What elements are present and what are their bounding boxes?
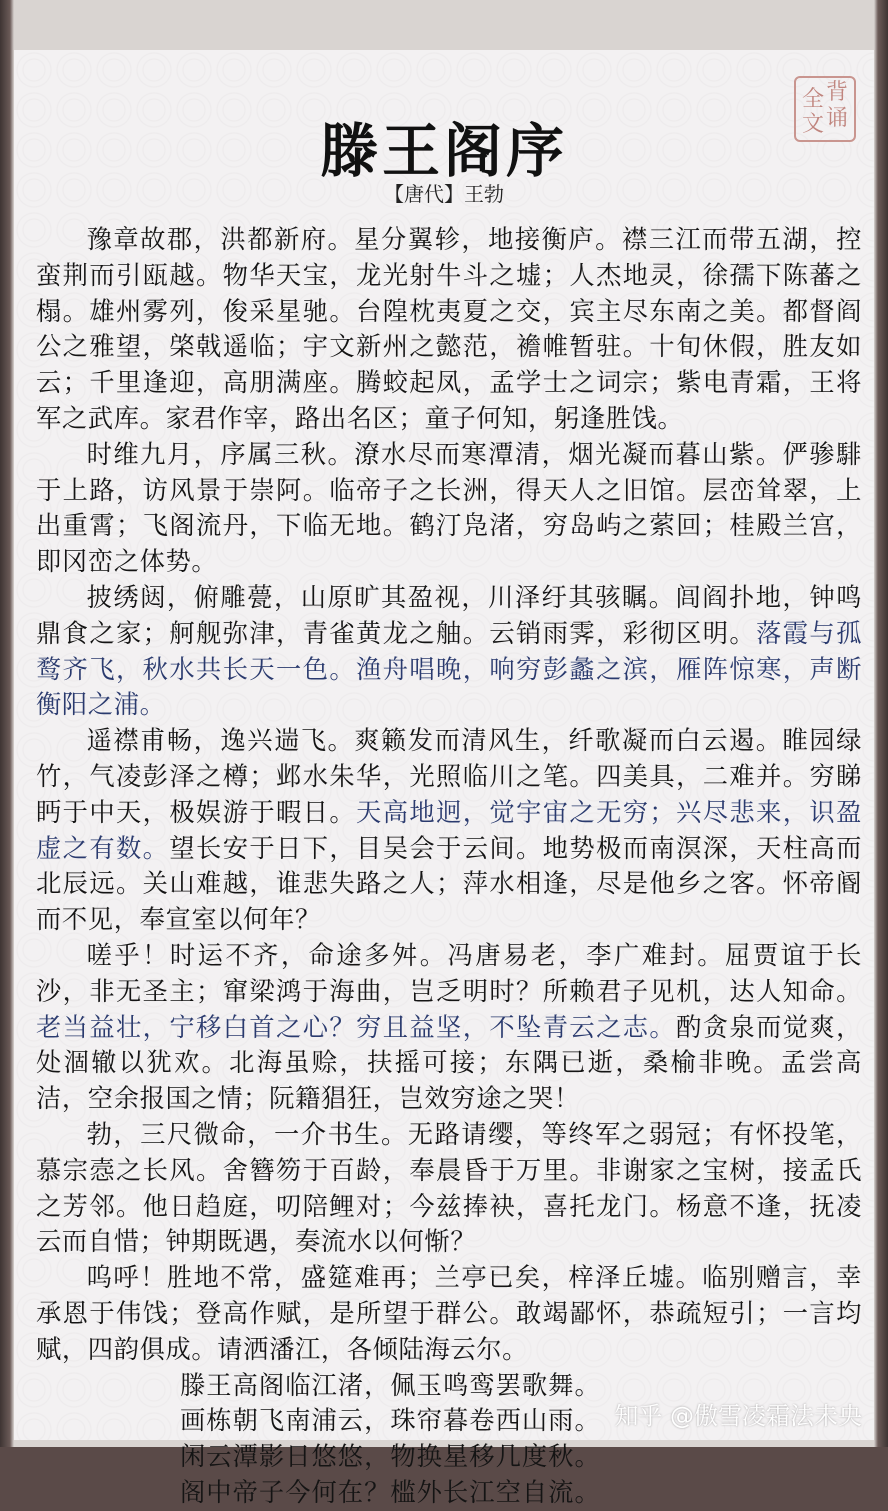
paragraph — [36, 1117, 862, 1260]
paragraph — [36, 580, 862, 723]
paragraph — [36, 437, 862, 580]
paragraph-text: 呜呼！胜地不常，盛筵难再；兰亭已矣，梓泽丘墟。临别赠言，幸承恩于伟饯；登高作赋，是所望于群公。敢竭鄙怀，恭疏短引；一言均赋，四韵俱成。请洒潘江，各倾陆海云尔。 — [36, 1263, 862, 1364]
paragraph — [36, 222, 862, 437]
highlighted-text: 天高地迥，觉宇宙之无穷；兴尽悲来，识盈虚之有数。 — [36, 797, 863, 863]
paragraph-text: 勃，三尺微命，一介书生。无路请缨，等终军之弱冠；有怀投笔，慕宗悫之长风。舍簪笏于百龄，奉晨昏于万里。非谢家之宝树，接孟氏之芳邻。他日趋庭，叨陪鲤对；今兹捧袂，喜托龙门。杨意不逢，抚凌云而自惜；钟期既遇，奏流水以何惭？ — [36, 1119, 862, 1257]
paragraph-text: 望长安于日下，目吴会于云间。地势极而南溟深，天柱高而北辰远。关山难越，谁悲失路之人；萍水相逢，尽是他乡之客。怀帝阍而不见，奉宣室以何年？ — [36, 833, 862, 935]
document-body — [36, 222, 862, 1511]
seal-char: 诵 — [826, 106, 849, 131]
paragraph-text: 嗟乎！时运不齐，命途多舛。冯唐易老，李广难封。屈贾谊于长沙，非无圣主；窜梁鸿于海曲，岂乏明时？所赖君子见机，达人知命。 — [36, 940, 862, 1006]
paragraph-text: 酌贪泉而觉爽，处涸辙以犹欢。北海虽赊，扶摇可接；东隅已逝，桑榆非晚。孟尝高洁，空余报国之情；阮籍猖狂，岂效穷途之哭！ — [36, 1012, 862, 1114]
author-line: 【唐代】王勃 — [384, 182, 504, 206]
highlighted-text: 落霞与孤鹜齐飞，秋水共长天一色。渔舟唱晚，响穷彭蠡之滨，雁阵惊寒，声断衡阳之浦。 — [36, 618, 863, 720]
poem-line: 闲云潭影日悠悠，物换星移几度秋。 — [180, 1442, 601, 1472]
poem-line: 阁中帝子今何在？槛外长江空自流。 — [180, 1477, 601, 1507]
poem-line: 画栋朝飞南浦云，珠帘暮卷西山雨。 — [180, 1406, 601, 1436]
paragraph-text: 遥襟甫畅，逸兴遄飞。爽籁发而清风生，纤歌凝而白云遏。睢园绿竹，气凌彭泽之樽；邺水朱华，光照临川之笔。四美具，二难并。穷睇眄于中天，极娱游于暇日。 — [36, 726, 862, 827]
paragraph — [36, 1260, 862, 1367]
seal-char: 全 — [802, 87, 825, 112]
poem — [36, 1368, 862, 1511]
paragraph-text: 豫章故郡，洪都新府。星分翼轸，地接衡庐。襟三江而带五湖，控蛮荆而引瓯越。物华天宝，龙光射牛斗之墟；人杰地灵，徐孺下陈蕃之榻。雄州雾列，俊采星驰。台隍枕夷夏之交，宾主尽东南之美。都督阎公之雅望，棨戟遥临；宇文新州之懿范，襜帷暂驻。十旬休假，胜友如云；千里逢迎，高朋满座。腾蛟起凤，孟学士之词宗；紫电青霜，王将军之武库。家君作宰，路出名区；童子何知，躬逢胜饯。 — [36, 225, 862, 433]
paragraph-text: 时维九月，序属三秋。潦水尽而寒潭清，烟光凝而暮山紫。俨骖騑于上路，访风景于崇阿。临帝子之长洲，得天人之旧馆。层峦耸翠，上出重霄；飞阁流丹，下临无地。鹤汀凫渚，穷岛屿之萦回；桂殿兰宫，即冈峦之体势。 — [36, 439, 862, 577]
paragraph-list — [36, 222, 862, 1368]
watermark: 知乎 @傲雪凌霜法未央 — [614, 1402, 862, 1430]
document-page — [14, 50, 874, 1507]
paragraph-text: 披绣闼，俯雕甍，山原旷其盈视，川泽纡其骇瞩。闾阎扑地，钟鸣鼎食之家；舸舰弥津，青雀黄龙之舳。云销雨霁，彩彻区明。 — [36, 582, 862, 648]
document-title: 滕王阁序 — [319, 117, 568, 185]
poem-line: 滕王高阁临江渚，佩玉鸣鸾罢歌舞。 — [180, 1370, 601, 1400]
highlighted-text: 老当益壮，宁移白首之心？穷且益坚，不坠青云之志。 — [36, 1012, 677, 1042]
seal-char: 文 — [802, 112, 825, 137]
paragraph — [36, 938, 862, 1117]
paragraph — [36, 723, 862, 938]
seal-char: 背 — [826, 80, 849, 105]
